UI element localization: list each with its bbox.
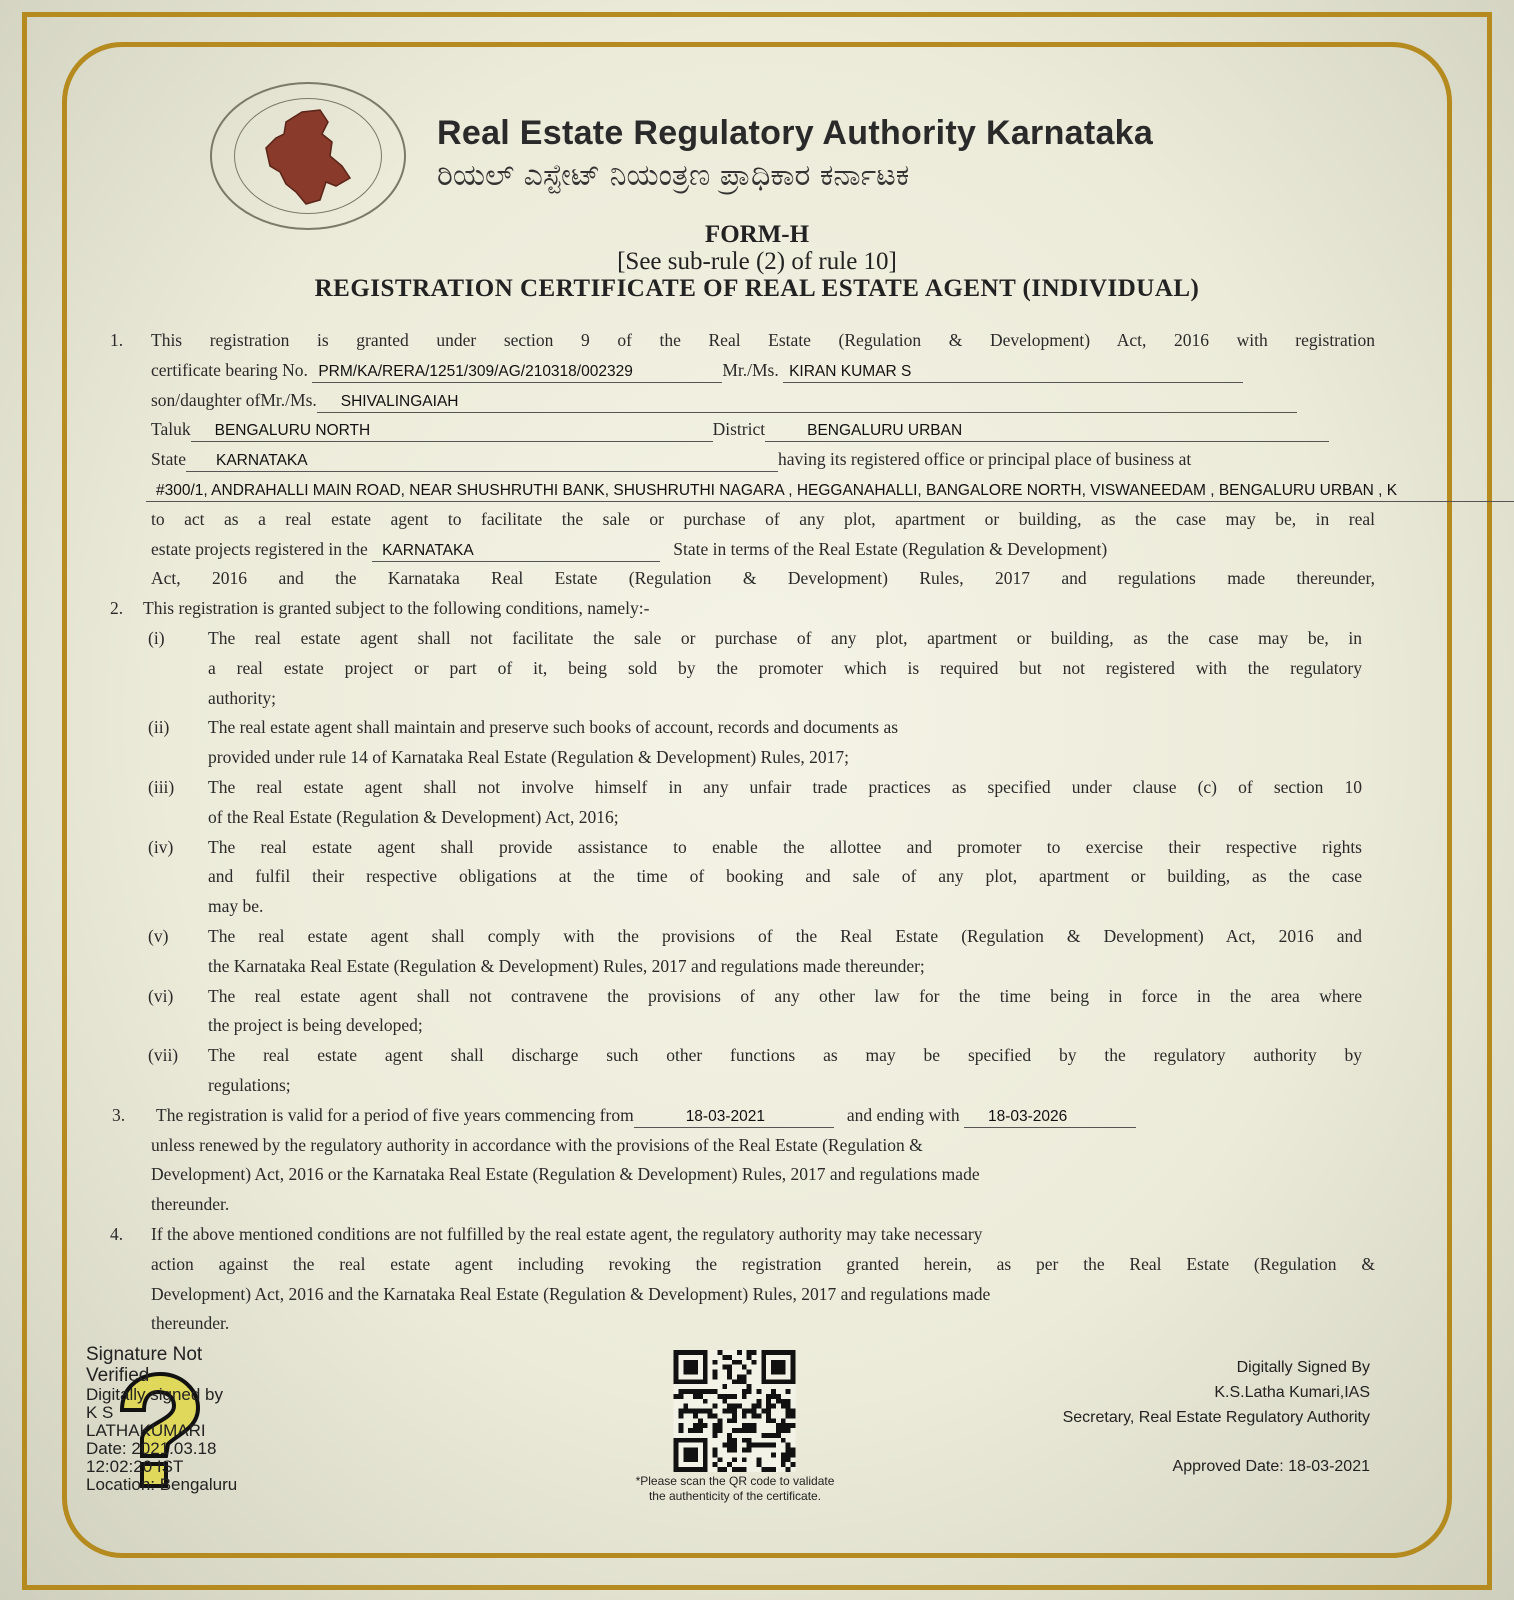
registration-number: PRM/KA/RERA/1251/309/AG/210318/002329 (312, 362, 722, 383)
condition-text: and fulfil their respective obligations at the time of booking and sale of any plot, apartment or building, as the case (208, 866, 1362, 887)
condition-text: The real estate agent shall not facilitate the sale or purchase of any plot, apartment or building, as the case may be, in (208, 627, 1362, 648)
label: son/daughter ofMr./Ms. (151, 389, 317, 410)
condition-line (0, 833, 1514, 863)
condition-text: of the Real Estate (Regulation & Development) Act, 2016; (208, 806, 619, 827)
label: having its registered office or principal place of business at (778, 449, 1192, 470)
label: and ending with (846, 1104, 960, 1125)
condition-line (0, 743, 1514, 773)
qr-caption-line: *Please scan the QR code to validate (635, 1474, 835, 1488)
clause-text: Development) Act, 2016 and the Karnataka Real Estate (Regulation & Development) Rules, 2017 and regulations made (151, 1283, 991, 1304)
condition-number: (v) (148, 925, 169, 946)
condition-text: the Karnataka Real Estate (Regulation & Development) Rules, 2017 and regulations made thereunder; (208, 955, 925, 976)
clause-text: unless renewed by the regulatory authority in accordance with the provisions of the Real Estate (Regulation & (151, 1134, 923, 1155)
signer-initials: K S (86, 1403, 114, 1422)
parent-name: SHIVALINGAIAH (317, 392, 1297, 413)
condition-line (0, 922, 1514, 952)
condition-line (0, 982, 1514, 1012)
project-state: KARNATAKA (372, 541, 660, 562)
condition-number: (vi) (148, 985, 174, 1006)
signer-designation: Secretary, Real Estate Regulatory Authority (1062, 1409, 1370, 1426)
certificate-heading: REGISTRATION CERTIFICATE OF REAL ESTATE AGENT (INDIVIDUAL) (314, 275, 1200, 302)
condition-line (0, 803, 1514, 833)
condition-number: (ii) (148, 717, 170, 738)
digital-signature-block (1063, 1355, 1370, 1479)
condition-text: The real estate agent shall comply with the provisions of the Real Estate (Regulation & Development) Act, 2016 and (208, 925, 1362, 946)
valid-to: 18-03-2026 (964, 1107, 1136, 1128)
sign-location: Location: Bengaluru (86, 1475, 238, 1494)
district: BENGALURU URBAN (765, 421, 1329, 442)
signature-verification-block[interactable] (86, 1344, 237, 1494)
condition-number: (iii) (148, 776, 175, 797)
approved-date: Approved Date: 18-03-2021 (1172, 1458, 1370, 1475)
clause-number: 3. (112, 1104, 126, 1125)
clause-text: Act, 2016 and the Karnataka Real Estate (Regulation & Development) Rules, 2017 and regulations made thereunder, (151, 568, 1375, 589)
clause-text: to act as a real estate agent to facilitate the sale or purchase of any plot, apartment or building, as the case may be, in real (151, 508, 1375, 529)
label: certificate bearing No. (151, 359, 308, 380)
authority-title: Real Estate Regulatory Authority Karnataka (437, 114, 1154, 152)
condition-text: The real estate agent shall not involve himself in any unfair trade practices as specified under clause (c) of section 10 (208, 776, 1362, 797)
condition-text: The real estate agent shall discharge such other functions as may be specified by the regulatory authority by (208, 1045, 1362, 1066)
signature-status: Signature Not Verified (86, 1344, 203, 1386)
taluk: BENGALURU NORTH (191, 421, 713, 442)
condition-text: provided under rule 14 of Karnataka Real Estate (Regulation & Development) Rules, 2017; (208, 747, 849, 768)
clause-text: If the above mentioned conditions are not fulfilled by the real estate agent, the regulatory authority may take necessary (151, 1223, 983, 1244)
condition-line (0, 862, 1514, 892)
condition-line (0, 1011, 1514, 1041)
condition-text: The real estate agent shall not contravene the provisions of any other law for the time being in force in the area where (208, 985, 1362, 1006)
clause-text: action against the real estate agent including revoking the registration granted herein, as per the Real Estate (Regulation & (151, 1253, 1375, 1274)
valid-from: 18-03-2021 (634, 1107, 834, 1128)
condition-line (0, 773, 1514, 803)
clause-number: 4. (110, 1223, 124, 1244)
business-address: #300/1, ANDRAHALLI MAIN ROAD, NEAR SHUSHRUTHI BANK, SHUSHRUTHI NAGARA , HEGGANAHALLI, BANGALORE NORTH, VISWANEEDAM , BENGALURU URBAN , K (146, 481, 1514, 502)
karnataka-map-logo (262, 108, 354, 208)
condition-number: (i) (148, 627, 165, 648)
condition-number: (vii) (148, 1045, 179, 1066)
condition-text: regulations; (208, 1074, 291, 1095)
signer-name: K.S.Latha Kumari,IAS (1214, 1384, 1370, 1401)
clause-text: thereunder. (151, 1313, 230, 1334)
sign-date: Date: 2021.03.18 (86, 1439, 217, 1458)
condition-text: the project is being developed; (208, 1015, 423, 1036)
condition-text: The real estate agent shall provide assistance to enable the allottee and promoter to exercise their respective rights (208, 836, 1362, 857)
label: Mr./Ms. (722, 359, 779, 380)
clause-number: 2. (110, 598, 124, 619)
certificate-body (0, 326, 1514, 1339)
sign-time: 12:02:20 IST (86, 1457, 184, 1476)
qr-caption (600, 1474, 870, 1504)
agent-name: KIRAN KUMAR S (783, 362, 1243, 383)
label: State in terms of the Real Estate (Regulation & Development) (673, 538, 1108, 559)
condition-line (0, 952, 1514, 982)
condition-line (0, 713, 1514, 743)
label: estate projects registered in the (151, 538, 368, 559)
state: KARNATAKA (186, 451, 778, 472)
clause-text: This registration is granted subject to the following conditions, namely:- (143, 598, 650, 619)
condition-text: authority; (208, 687, 277, 708)
clause-text: Development) Act, 2016 or the Karnataka Real Estate (Regulation & Development) Rules, 2017 and regulations made (151, 1164, 980, 1185)
label: The registration is valid for a period of five years commencing from (156, 1104, 634, 1125)
condition-text: The real estate agent shall maintain and preserve such books of account, records and documents as (208, 717, 899, 738)
clause-text: This registration is granted under section 9 of the Real Estate (Regulation & Development) Act, 2016 with registration (151, 330, 1375, 350)
label: State (151, 449, 186, 470)
qr-caption-line: the authenticity of the certificate. (648, 1489, 822, 1503)
signed-by-label: Digitally signed by (86, 1385, 224, 1404)
condition-line (0, 624, 1514, 654)
condition-line (0, 654, 1514, 684)
signed-by-label: Digitally Signed By (1236, 1359, 1370, 1376)
label: District (712, 419, 766, 440)
condition-line (0, 684, 1514, 714)
condition-line (0, 1071, 1514, 1101)
condition-text: may be. (208, 896, 264, 917)
condition-line (0, 1041, 1514, 1071)
label: Taluk (151, 419, 191, 440)
qr-code (672, 1350, 797, 1472)
condition-number: (iv) (148, 836, 174, 857)
authority-title-kannada: ರಿಯಲ್ ಎಸ್ಟೇಟ್ ನಿಯಂತ್ರಣ ಪ್ರಾಧಿಕಾರ ಕರ್ನಾಟಕ (437, 158, 910, 193)
signer-name: LATHAKUMARI (86, 1421, 206, 1440)
form-name: FORM-H (704, 221, 810, 248)
clause-number: 1. (110, 330, 124, 350)
condition-line (0, 892, 1514, 922)
clause-text: thereunder. (151, 1194, 230, 1215)
form-rule: [See sub-rule (2) of rule 10] (617, 248, 897, 275)
condition-text: a real estate project or part of it, being sold by the promoter which is required but not registered with the regulatory (208, 657, 1362, 678)
